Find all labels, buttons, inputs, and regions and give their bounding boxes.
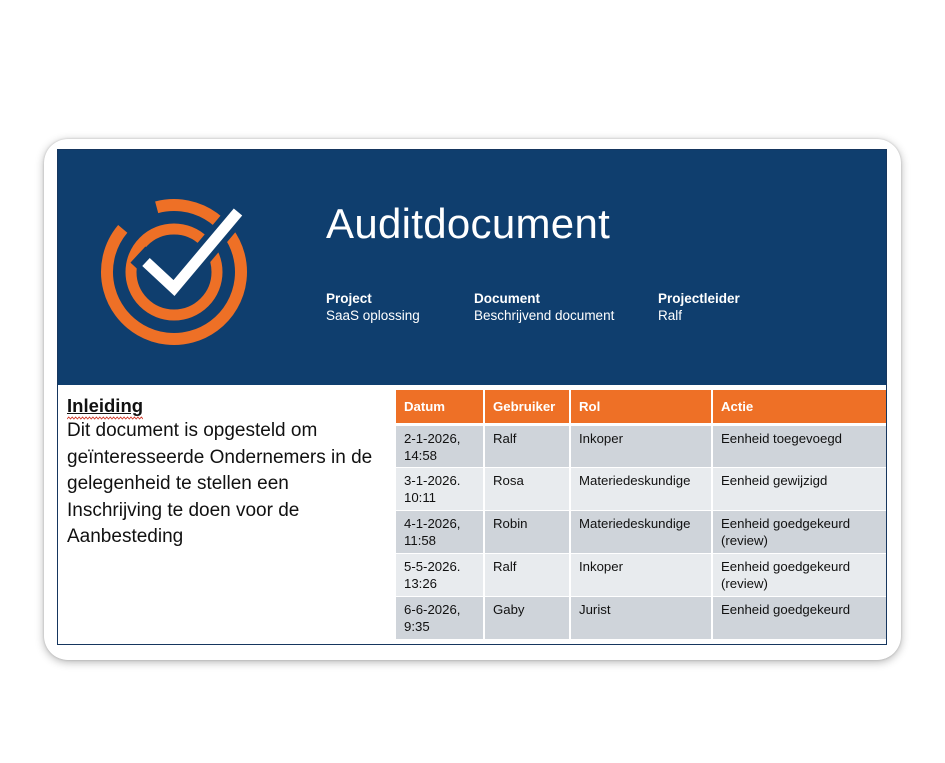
cell-actie xyxy=(712,554,886,597)
cell-rol: Inkoper xyxy=(570,554,712,597)
cell-gebruiker: Rosa xyxy=(484,468,570,511)
cell-action-line: Eenheid goedgekeurd xyxy=(721,559,851,574)
cell-actie xyxy=(712,597,886,640)
cell-actie xyxy=(712,511,886,554)
intro-section xyxy=(67,395,387,551)
table-row xyxy=(396,511,886,554)
meta-document-value: Beschrijvend document xyxy=(474,308,615,323)
table-row xyxy=(396,597,886,640)
cell-time: 11:58 xyxy=(404,533,437,548)
cell-time: 13:26 xyxy=(404,576,438,591)
cell-time: 9:35 xyxy=(404,619,430,634)
column-header-actie: Actie xyxy=(712,390,886,425)
meta-document xyxy=(474,290,614,324)
column-header-datum: Datum xyxy=(396,390,484,425)
cell-rol: Materiedeskundige xyxy=(570,511,712,554)
cell-action-line: (review) xyxy=(721,576,768,591)
table-row xyxy=(396,554,886,597)
cell-rol: Materiedeskundige xyxy=(570,468,712,511)
column-header-rol: Rol xyxy=(570,390,712,425)
check-target-logo-icon xyxy=(96,190,256,350)
intro-heading xyxy=(67,395,143,417)
cell-date: 6-6-2026, xyxy=(404,602,461,617)
table-header-row xyxy=(396,390,886,425)
cell-datum xyxy=(396,468,484,511)
cell-datum xyxy=(396,554,484,597)
cell-gebruiker: Ralf xyxy=(484,554,570,597)
meta-projectleider-label: Projectleider xyxy=(658,291,740,306)
meta-project-label: Project xyxy=(326,291,372,306)
meta-project-value: SaaS oplossing xyxy=(326,308,420,323)
cell-rol: Jurist xyxy=(570,597,712,640)
intro-heading-text: Inleiding xyxy=(67,395,144,416)
cell-datum xyxy=(396,597,484,640)
cell-date: 5-5-2026. xyxy=(404,559,461,574)
meta-projectleider-value: Ralf xyxy=(658,308,683,323)
cell-rol: Inkoper xyxy=(570,425,712,468)
table-row xyxy=(396,425,886,468)
cell-action-line: Eenheid gewijzigd xyxy=(721,473,828,488)
document-title: Auditdocument xyxy=(326,200,611,247)
intro-body: Dit document is opgesteld om geïnteresseerde Ondernemers in de gelegenheid te stellen een Inschrijving te doen voor de Aanbesteding xyxy=(67,420,373,547)
cell-datum xyxy=(396,511,484,554)
cell-time: 14:58 xyxy=(404,448,438,463)
header-banner xyxy=(58,150,886,385)
cell-actie xyxy=(712,468,886,511)
meta-projectleider xyxy=(658,290,740,324)
cell-date: 2-1-2026, xyxy=(404,431,461,446)
cell-gebruiker: Ralf xyxy=(484,425,570,468)
cell-date: 3-1-2026. xyxy=(404,473,461,488)
cell-date: 4-1-2026, xyxy=(404,516,461,531)
cell-actie xyxy=(712,425,886,468)
cell-gebruiker: Gaby xyxy=(484,597,570,640)
audit-table xyxy=(396,390,886,640)
audit-slide xyxy=(57,149,887,645)
table-row xyxy=(396,468,886,511)
spellcheck-squiggle-icon xyxy=(67,416,143,420)
cell-action-line: Eenheid goedgekeurd xyxy=(721,516,851,531)
cell-action-line: (review) xyxy=(721,533,768,548)
cell-action-line: Eenheid goedgekeurd xyxy=(721,602,851,617)
meta-project xyxy=(326,290,420,324)
cell-action-line: Eenheid toegevoegd xyxy=(721,431,842,446)
cell-gebruiker: Robin xyxy=(484,511,570,554)
meta-document-label: Document xyxy=(474,291,541,306)
column-header-gebruiker: Gebruiker xyxy=(484,390,570,425)
cell-time: 10:11 xyxy=(404,490,437,505)
cell-datum xyxy=(396,425,484,468)
